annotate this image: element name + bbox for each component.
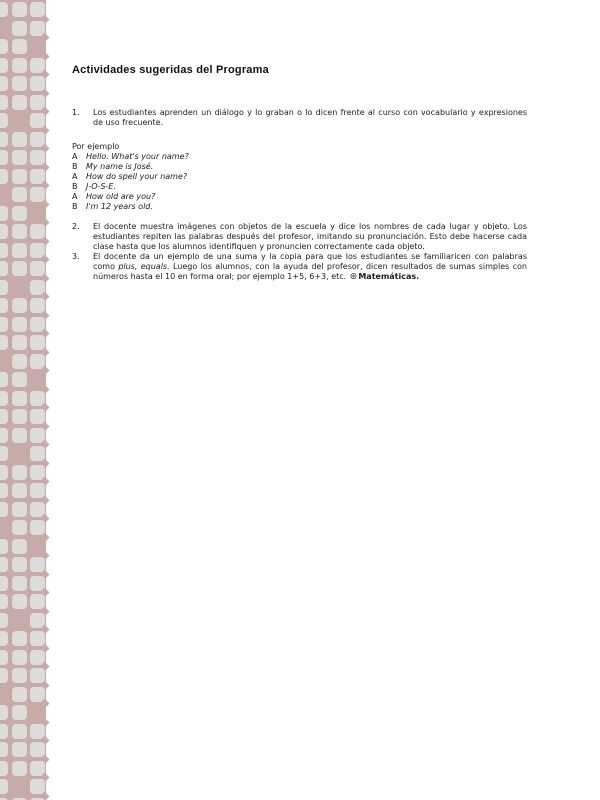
border-tile bbox=[0, 243, 8, 258]
border-tile bbox=[0, 409, 8, 424]
page-title: Actividades sugeridas del Programa bbox=[72, 64, 269, 76]
item-number: 1. bbox=[72, 108, 80, 117]
border-tile bbox=[12, 187, 27, 202]
border-tile bbox=[0, 280, 8, 295]
dialogue-line bbox=[72, 182, 527, 192]
border-tile bbox=[12, 520, 27, 535]
border-tile bbox=[0, 650, 8, 665]
border-tile bbox=[0, 261, 8, 276]
decorative-left-border bbox=[0, 0, 56, 800]
border-tile bbox=[12, 576, 27, 591]
border-tile bbox=[12, 95, 27, 110]
border-tile bbox=[0, 705, 8, 720]
border-tile bbox=[12, 742, 27, 757]
border-tile bbox=[12, 132, 27, 147]
border-tile bbox=[12, 761, 27, 776]
item-text: Los estudiantes aprenden un diálogo y lo graban o lo dicen frente al curso con vocabulario y expresiones de uso frecuente. bbox=[93, 108, 527, 127]
item-text: El docente muestra imágenes con objetos de la escuela y dice los nombres de cada lugar y objeto. Los estudiantes repiten las palabras después del profesor, imitando su pronunciación. Esto debe hacerse cada clase hasta que los alumnos identifiquen y pronuncien correctamente cada objeto. bbox=[93, 222, 527, 251]
item-text bbox=[93, 252, 527, 282]
page-content bbox=[72, 64, 527, 282]
border-tile bbox=[12, 354, 27, 369]
dialogue-line bbox=[72, 202, 527, 212]
activity-item-3 bbox=[72, 252, 527, 282]
dialogue-line bbox=[72, 162, 527, 172]
border-tile bbox=[0, 2, 8, 17]
border-tile bbox=[0, 58, 8, 73]
border-tile bbox=[0, 150, 8, 165]
border-tile bbox=[0, 372, 8, 387]
border-tile bbox=[0, 465, 8, 480]
border-tile bbox=[12, 650, 27, 665]
border-tile bbox=[12, 39, 27, 54]
border-tile bbox=[0, 391, 8, 406]
border-tile bbox=[12, 298, 27, 313]
border-tile bbox=[12, 557, 27, 572]
border-tile bbox=[0, 502, 8, 517]
border-tile bbox=[12, 539, 27, 554]
dialogue-line bbox=[72, 172, 527, 182]
border-tile bbox=[0, 446, 8, 461]
border-tile bbox=[12, 502, 27, 517]
border-tile bbox=[0, 95, 8, 110]
border-tile bbox=[0, 668, 8, 683]
border-tile bbox=[12, 631, 27, 646]
border-tile bbox=[0, 206, 8, 221]
border-tile bbox=[0, 76, 8, 91]
border-tile bbox=[12, 705, 27, 720]
dialogue-speaker: B bbox=[72, 162, 78, 171]
border-tile bbox=[0, 742, 8, 757]
example-label: Por ejemplo bbox=[72, 142, 120, 151]
item-number: 2. bbox=[72, 222, 80, 231]
dialogue-text: How old are you? bbox=[86, 192, 156, 201]
border-tile bbox=[12, 409, 27, 424]
item-text-segment-italic: plus, equals. bbox=[118, 262, 170, 271]
border-tile bbox=[0, 539, 8, 554]
border-tile bbox=[0, 613, 8, 628]
subject-link-label: Matemáticas. bbox=[358, 272, 420, 281]
dialogue-speaker: B bbox=[72, 182, 78, 191]
border-tile bbox=[0, 483, 8, 498]
border-tile bbox=[12, 206, 27, 221]
border-tile bbox=[12, 483, 27, 498]
border-tile bbox=[12, 169, 27, 184]
border-tile bbox=[0, 39, 8, 54]
border-tile bbox=[12, 21, 27, 36]
border-tile bbox=[12, 687, 27, 702]
dialogue-text: J-O-S-E. bbox=[86, 182, 116, 191]
dialogue-speaker: A bbox=[72, 192, 78, 201]
border-tile bbox=[12, 150, 27, 165]
border-tile bbox=[12, 2, 27, 17]
dialogue-text: I'm 12 years old. bbox=[86, 202, 153, 211]
dialogue-text: Hello. What's your name? bbox=[86, 152, 189, 161]
dialogue-line bbox=[72, 192, 527, 202]
border-tile bbox=[0, 335, 8, 350]
dialogue-speaker: A bbox=[72, 152, 78, 161]
border-tile bbox=[12, 243, 27, 258]
border-tile bbox=[0, 298, 8, 313]
border-tile bbox=[0, 169, 8, 184]
border-tile bbox=[12, 224, 27, 239]
curriculum-link-icon: ⊛ bbox=[349, 272, 358, 282]
example-dialogue-block bbox=[72, 142, 527, 212]
border-tile bbox=[0, 631, 8, 646]
item-number: 3. bbox=[72, 252, 80, 261]
border-tile bbox=[12, 261, 27, 276]
border-tile bbox=[0, 132, 8, 147]
border-tile bbox=[0, 779, 8, 794]
border-tile bbox=[0, 761, 8, 776]
border-tile bbox=[12, 317, 27, 332]
border-tile bbox=[12, 58, 27, 73]
border-tile bbox=[0, 317, 8, 332]
border-tile bbox=[12, 668, 27, 683]
item-text-segment: Luego los alumnos, con la ayuda del profesor, dicen resultados de sumas simples con números hasta el 10 en forma oral; por ejemplo 1+5, 6+3, etc. bbox=[93, 262, 528, 281]
dialogue-text: My name is José. bbox=[86, 162, 154, 171]
dialogue-speaker: B bbox=[72, 202, 78, 211]
dialogue-text: How do spell your name? bbox=[86, 172, 188, 181]
border-tile bbox=[0, 428, 8, 443]
dialogue-speaker: A bbox=[72, 172, 78, 181]
border-tile bbox=[0, 576, 8, 591]
activity-item-2 bbox=[72, 222, 527, 252]
border-tile bbox=[12, 76, 27, 91]
border-tile bbox=[0, 113, 8, 128]
border-tile bbox=[12, 372, 27, 387]
border-tile bbox=[12, 428, 27, 443]
border-tile bbox=[12, 465, 27, 480]
activity-item-1 bbox=[72, 108, 527, 128]
border-tile bbox=[12, 594, 27, 609]
border-tile bbox=[0, 594, 8, 609]
border-tile bbox=[0, 224, 8, 239]
border-tile bbox=[0, 557, 8, 572]
item-text-segment: El docente da un ejemplo de una suma y la copia para que los estudiantes se familiaricen con palabras como bbox=[93, 252, 527, 271]
border-tile bbox=[12, 724, 27, 739]
border-tile bbox=[12, 391, 27, 406]
border-tile bbox=[12, 335, 27, 350]
dialogue-line bbox=[72, 152, 527, 162]
border-tile bbox=[0, 724, 8, 739]
